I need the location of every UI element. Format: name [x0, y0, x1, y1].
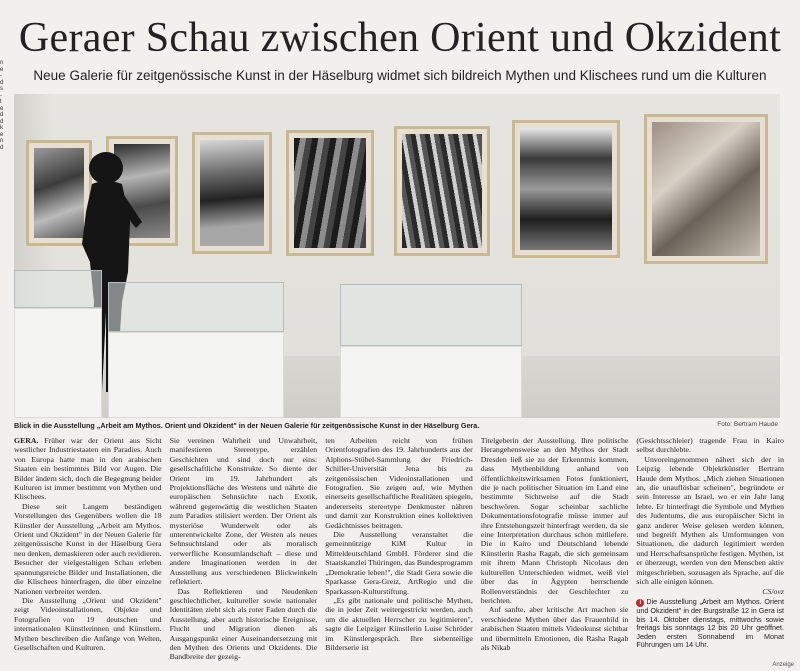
- paragraph: Titelgeberin der Ausstellung. Ihre politische Herangehensweise an den Mythos der Stadt Dresden ließ sie zu der Erkenntnis kommen, dass Mythenbildung anhand von öffentlichkeitswirksamen Fotos funktioniert, die je nach politischer Situation im Land eine bestimmte Sichtweise auf die Stadt beschwören. Sogar scheinbar sachliche Dokumentationsfotografie müsse immer auf ihre Entstehungszeit hinterfragt werden, da sie eine Interpretation durchaus schon mitliefere. Die in Kairo und Deutschland lebende Künstlerin Rasha Ragab, die sich gemeinsam mit ihrem Mann Christoph Nicolaus den kulturellen Unterschieden widmet, weiß viel über das in Ägypten herrschende Rollenverständnis der Geschlechter zu berichten.: [480, 436, 629, 605]
- headline: Geraer Schau zwischen Orient und Okzident: [18, 15, 782, 61]
- display-case-glass: [108, 282, 284, 332]
- paragraph: Unvoreingenommen nähert sich der in Leipzig lebende Objektkünstler Bertram Haude dem Mythos. „Mich ziehen Situationen an, die unauflösbar scheinen", begründete er sein Interesse an Israel, wo er ein Jahr lang lebte. Er hinterfragt die Symbole und Mythen des Judentums, die aus europäischer Sicht in ganz anderer Weise gelesen werden können, und begreift Mythen als Umformungen von Situationen, die dadurch legitimiert werden und Herrschaftsansprüche festigen. Mythen, ist er überzeugt, werden von den Menschen aktiv mitgeschrieben, sozusagen als Sprache, auf die sich alle einigen können.: [636, 454, 784, 587]
- article-column-3: [325, 436, 473, 664]
- photo-credit: Foto: Bertram Haude: [717, 421, 778, 428]
- article-column-2: [170, 436, 318, 664]
- paragraph: [14, 436, 162, 502]
- margin-fragment-char: s: [0, 86, 3, 92]
- margin-fragment-char: e: [0, 105, 4, 112]
- article-body: [14, 436, 784, 664]
- paragraph: Diese seit Langem beständigen Vorstellungen des Gegenübers wollen die 18 Künstler der Ausstellung „Arbeit am Mythos. Orient und Okzident" in der Neuen Galerie für zeitgenössische Kunst in der Häselburg Gera neu denken, demaskieren oder auch revidieren. Besucher der vielgestaltigen Schau erleben spannungsreiche Bilder und Installationen, die die Klischees hinterfragen, die über einzelne Nationen verbreitet werden.: [14, 501, 162, 596]
- margin-fragment-char: e: [0, 66, 4, 73]
- photo-caption: Blick in die Ausstellung „Arbeit am Mythos. Orient und Okzident" in der Neuen Galerie für zeitgenössische Kunst in der Häselburg Gera.: [14, 421, 480, 430]
- paragraph: ten Arbeiten reicht von frühen Orientfotografien des 19. Jahrhunderts aus der Alphons-Stübel-Sammlung der Friedrich-Schiller-Universität Jena bis zu zeitgenössischen Videoinstallationen und Fotografien. Sie zeigen auf, wie Mythen einerseits gesellschaftliche Realitäten spiegeln, andererseits stereotype Denkmuster nähren und damit zur Konstruktion eines kollektiven Gedächtnisses beitragen.: [325, 436, 473, 530]
- paragraph: Sie vereinen Wahrheit und Unwahrheit, manifestieren Stereotype, erzählen Geschichten und sind doch nur eins: gesellschaftliche Konstrukte. So diente der Orient im 19. Jahrhundert als Projektionsfläche des Westens und nährte die europäischen Sehnsüchte nach Exotik, während gegenwärtig die westlichen Staaten zum Paradies stilisiert werden. Der Orient als mysteriöse Wunderwelt oder als unterentwickelte Zone, der Westen als neues Sehnsuchtsland oder als moralisch verwerfliche Konsumlandschaft – diese und andere Imaginationen werden in der Ausstellung aus verschiedenen Blickwinkeln reflektiert.: [169, 436, 318, 587]
- margin-fragment-char: d: [0, 118, 4, 125]
- subheadline: Neue Galerie für zeitgenössische Kunst in der Häselburg widmet sich bildreich Mythen und Klischees rund um die Kulturen: [33, 68, 767, 83]
- artwork-frame-5: [394, 126, 490, 256]
- artwork-image: [520, 128, 612, 250]
- display-case-glass: [14, 270, 102, 308]
- paragraph: Auf sanfte, aber kritische Art machen sie verschiedene Mythen über das Frauenbild in arabischen Staaten mittels Videokunst sichtbar und übermitteln Emotionen, die Rasha Ragab als Nikab: [480, 605, 629, 652]
- artwork-frame-3: [192, 132, 272, 254]
- photo-caption-bar: [14, 420, 780, 432]
- artwork-frame-4: [286, 130, 374, 256]
- article-column-4: [481, 436, 629, 664]
- article-column-1: [14, 436, 162, 664]
- paragraph: „Es gibt nationale und politische Mythen, die in jeder Zeit weitergestrickt werden, auch um die aktuellen Herrscher zu legitimieren", sagte die Leipziger Künstlerin Luise Schröder im Künstlergespräch. Ihre siebenteilige Bilderserie ist: [325, 595, 473, 652]
- artwork-image: [200, 140, 264, 246]
- display-case-plinth: [108, 332, 284, 418]
- margin-fragment-char: t: [0, 99, 2, 105]
- paragraph-text: Früher war der Orient aus Sicht westlicher Industriestaaten ein Paradies. Auch von Europa hatte man in den arabischen Staaten ein bestimmtes Bild vor Augen. Die Bilder ändern sich, doch die Begegnung beider Kulturen ist immer bestimmt von Mythen und Klischees.: [14, 436, 162, 502]
- exhibition-info-box: [636, 598, 784, 650]
- paragraph: Die Ausstellung veranstaltet die gemeinnützige KiM Kultur in Mitteldeutschland GmbH. Förderer sind die Staatskanzlei Thüringen, das Bundesprogramm „Demokratie leben!", die Stadt Gera sowie die Sparkasse Gera-Greiz, ArtRegio und die Sparkassen-Kulturstiftung.: [325, 530, 473, 596]
- display-case-center: [108, 282, 284, 418]
- article-column-5: [636, 436, 784, 664]
- artwork-frame-7: [644, 114, 768, 264]
- display-case-plinth: [14, 308, 102, 418]
- paragraph: Das Reflektieren und Neudenken geschlechtlicher, kultureller sowie nationaler Identitäten zieht sich als roter Faden durch die Ausstellung, aber auch historische Ereignisse, Flucht und Migration dienen als Ausgangspunkt einer Auseinandersetzung mit den Mythen des Orients und Okzidents. Die Bandbreite der gezeig-: [169, 586, 318, 662]
- artwork-image: [402, 134, 482, 248]
- page-footer-fragment: Anzeige: [772, 662, 794, 668]
- paragraph: (Gesichtsschleier) tragende Frau in Kairo selbst durchlebte.: [636, 436, 784, 455]
- display-case-glass: [340, 284, 522, 346]
- margin-fragment-char: d: [0, 79, 4, 86]
- artwork-image: [294, 138, 366, 248]
- margin-fragment-char: d: [0, 144, 4, 151]
- exhibition-info-text: Die Ausstellung „Arbeit am Mythos. Orient und Okzident" in der Burgstraße 12 in Gera ist bis 14. Oktober dienstags, mittwochs sowie freitags bis sonntags 12 bis 20 Uhr geöffnet. Jeden ersten Sonnabend im Monat Führungen um 14 Uhr.: [636, 596, 784, 650]
- artwork-image: [652, 122, 760, 256]
- margin-fragment-char: -: [0, 92, 2, 99]
- margin-fragment-char: n: [0, 138, 4, 144]
- exhibition-photo: [14, 94, 780, 418]
- artwork-frame-6: [512, 120, 620, 258]
- info-circle-icon: i: [636, 599, 644, 607]
- margin-fragment-char: n: [0, 60, 4, 66]
- display-case-plinth: [340, 346, 522, 418]
- dateline: GERA.: [14, 436, 39, 445]
- display-case-left: [14, 270, 102, 418]
- paragraph: Die Ausstellung „Orient und Okzident" zeigt Videoinstallationen, Objekte und Fotografien von 19 deutschen und internationalen Künstlerinnen und Künstlern. Mythen beschreiben die Anfänge von Welten, Gesellschaften und Kulturen.: [14, 595, 162, 652]
- author-initials: CS/ovz: [762, 586, 784, 596]
- margin-fragment-char: d: [0, 112, 4, 118]
- margin-fragment-char: -: [0, 73, 2, 79]
- margin-fragment-char: e: [0, 131, 4, 138]
- display-case-right: [340, 284, 522, 418]
- margin-fragment-char: k: [0, 125, 3, 131]
